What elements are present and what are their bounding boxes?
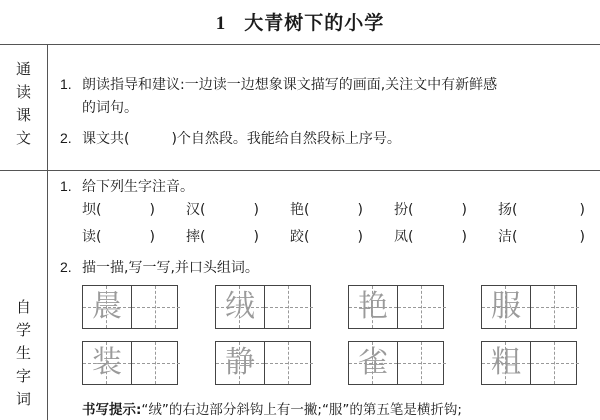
- writing-tip: [82, 398, 462, 418]
- table-top-border: [0, 44, 600, 45]
- section-label-read-text: 通 读 课 文: [15, 60, 31, 147]
- trace-character: 服: [491, 289, 521, 324]
- trace-character: 装: [92, 345, 122, 380]
- trace-character: 艳: [358, 289, 388, 324]
- label-column-border: [47, 44, 48, 420]
- pinyin-row-1: [82, 199, 585, 221]
- pinyin-blank[interactable]: 艳( ): [290, 202, 363, 218]
- char-grid[interactable]: [348, 285, 444, 329]
- section-label-self-study: 自 学 生 字 词: [15, 298, 31, 408]
- pinyin-blank[interactable]: 汉( ): [186, 202, 259, 218]
- char-grid[interactable]: [215, 285, 311, 329]
- writing-tip-label: 书写提示:: [82, 402, 142, 418]
- char-grid[interactable]: [82, 285, 178, 329]
- section-divider: [0, 170, 600, 171]
- trace-write-question: 2. 描一描,写一写,并口头组词。: [60, 259, 259, 276]
- reading-guide-continuation: 的词句。: [82, 100, 138, 116]
- pinyin-blank[interactable]: 摔( ): [186, 229, 259, 245]
- pinyin-row-2: [82, 226, 585, 248]
- pinyin-blank[interactable]: 读( ): [82, 229, 155, 245]
- pinyin-blank[interactable]: 洁( ): [498, 229, 585, 245]
- char-grid[interactable]: [82, 341, 178, 385]
- paragraph-count-item: 2. 课文共( )个自然段。我能给自然段标上序号。: [60, 130, 401, 147]
- pinyin-blank[interactable]: 扬( ): [498, 202, 585, 218]
- reading-guide-item: 1. 朗读指导和建议:一边读一边想象课文描写的画面,关注文中有新鲜感: [60, 76, 498, 93]
- lesson-title: 大青树下的小学: [244, 12, 385, 34]
- trace-character: 雀: [358, 345, 388, 380]
- trace-character: 粗: [491, 345, 521, 380]
- lesson-number: 1: [215, 13, 227, 34]
- char-grid[interactable]: [481, 341, 577, 385]
- trace-character: 绒: [225, 289, 255, 324]
- trace-character: 静: [225, 345, 255, 380]
- writing-tip-text: “绒”的右边部分斜钩上有一撇;“服”的第五笔是横折钩;: [141, 402, 462, 418]
- page-title: [0, 8, 600, 35]
- pinyin-blank[interactable]: 扮( ): [394, 202, 467, 218]
- pinyin-blank[interactable]: 跤( ): [290, 229, 363, 245]
- pinyin-blank[interactable]: 凤( ): [394, 229, 467, 245]
- char-grid[interactable]: [348, 341, 444, 385]
- trace-character: 晨: [92, 289, 122, 324]
- pinyin-question: 1. 给下列生字注音。: [60, 178, 194, 195]
- char-grid[interactable]: [215, 341, 311, 385]
- char-grid[interactable]: [481, 285, 577, 329]
- pinyin-blank[interactable]: 坝( ): [82, 202, 155, 218]
